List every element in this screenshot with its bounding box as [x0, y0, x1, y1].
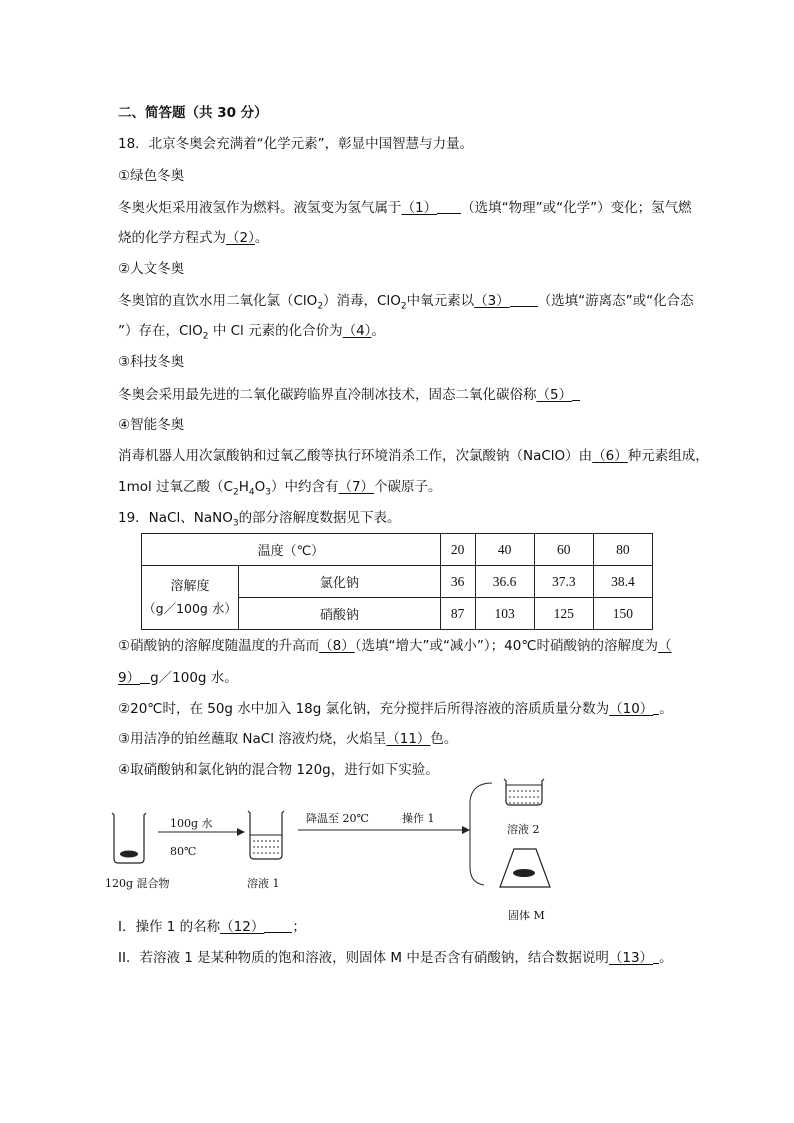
nano3-value: 103 — [475, 598, 534, 630]
q18-sub3-line: 冬奥会采用最先进的二氧化碳跨临界直冷制冰技术，固态二氧化碳俗称（5） — [118, 385, 580, 404]
nano3-value: 87 — [440, 598, 475, 630]
blank-3[interactable]: （3） — [474, 293, 510, 309]
blank-1-line — [437, 198, 461, 214]
solubility-label: 溶解度 （g／100g 水） — [142, 566, 239, 630]
blank-5[interactable]: （5） — [536, 387, 573, 403]
section-title: 二、简答题（共 30 分） — [118, 105, 268, 121]
question-19-stem: 19．NaCl、NaNO$_3$的部分溶解度数据见下表。 — [118, 510, 401, 529]
blank-2[interactable]: （2） — [226, 230, 255, 246]
temp-cell: 60 — [534, 534, 593, 566]
q18-sub2-title: ②人文冬奥 — [118, 261, 185, 277]
q18-sub4-title: ④智能冬奥 — [118, 417, 185, 433]
blank-8[interactable]: （8） — [319, 638, 355, 654]
nacl-value: 36.6 — [475, 566, 534, 598]
question-18-stem: 18．北京冬奥会充满着“化学元素”，彰显中国智慧与力量。 — [118, 136, 474, 152]
q18-sub1-line2: 烧的化学方程式为（2）。 — [118, 230, 269, 246]
blank-1[interactable]: （1） — [401, 200, 438, 216]
solubility-table — [141, 533, 653, 630]
nacl-label: 氯化钠 — [239, 566, 441, 598]
q19-p2: ②20℃时，在 50g 水中加入 18g 氯化钠，充分搅拌后所得溶液的溶质质量分数为（10） 。 — [118, 701, 673, 717]
nano3-value: 150 — [593, 598, 652, 630]
q19-part-ii: II．若溶液 1 是某种物质的饱和溶液，则固体 M 中是否含有硝酸钠，结合数据说明（13） 。 — [118, 950, 673, 966]
q18-sub2-line1: 冬奥馆的直饮水用二氧化氯（ClO$_2$）消毒，ClO$_2$中氧元素以（3） （选填“游离态”或“化合态 — [118, 293, 694, 312]
blank-12-line — [264, 917, 292, 933]
label-80c: 80℃ — [170, 845, 197, 858]
blank-7[interactable]: （7） — [338, 479, 375, 495]
label-solution-1: 溶液 1 — [247, 877, 280, 890]
label-cool: 降温至 20℃ — [306, 812, 369, 825]
label-mixture: 120g 混合物 — [105, 877, 170, 890]
q19-p4: ④取硝酸钠和氯化钠的混合物 120g，进行如下实验。 — [118, 762, 439, 778]
nano3-value: 125 — [534, 598, 593, 630]
label-op1: 操作 1 — [402, 812, 435, 825]
nacl-value: 36 — [440, 566, 475, 598]
blank-5-line — [572, 385, 580, 401]
blank-9-line — [140, 668, 150, 684]
blank-10[interactable]: （10） — [609, 701, 654, 717]
temp-cell: 80 — [593, 534, 652, 566]
label-add-water: 100g 水 — [170, 817, 213, 830]
q18-sub4-line2: 1mol 过氧乙酸$(C_2H_4O_3)$中约含有（7）个碳原子。 — [118, 479, 442, 498]
q18-sub3-title: ③科技冬奥 — [118, 354, 185, 370]
q19-p1-line1: ①硝酸钠的溶解度随温度的升高而（8）（选填“增大”或“减小”）；40℃时硝酸钠的溶解度为（ — [118, 638, 672, 654]
blank-4[interactable]: （4） — [342, 323, 372, 339]
temp-cell: 40 — [475, 534, 534, 566]
nacl-value: 38.4 — [593, 566, 652, 598]
temp-header: 温度（℃） — [142, 534, 441, 566]
q18-sub2-line2: ”）存在，ClO$_2$ 中 Cl 元素的化合价为（4）。 — [118, 323, 385, 342]
q19-p3: ③用洁净的铂丝蘸取 NaCl 溶液灼烧，火焰呈（11）色。 — [118, 731, 458, 747]
mixture-solid — [120, 851, 138, 858]
nano3-label: 硝酸钠 — [239, 598, 441, 630]
q18-sub1-line1: 冬奥火炬采用液氢作为燃料。液氢变为氢气属于（1） （选填“物理”或“化学”）变化；氢气燃 — [118, 200, 692, 216]
temp-cell: 20 — [440, 534, 475, 566]
q19-part-i: I．操作 1 的名称（12） ； — [118, 919, 306, 935]
experiment-diagram — [100, 775, 570, 925]
label-solid-m: 固体 M — [508, 909, 545, 922]
blank-6[interactable]: （6） — [592, 448, 628, 464]
blank-11[interactable]: （11） — [386, 731, 431, 747]
q18-sub1-title: ①绿色冬奥 — [118, 168, 185, 184]
blank-9-open[interactable]: （ — [658, 638, 672, 654]
blank-12[interactable]: （12） — [220, 919, 265, 935]
q19-p1-line2: 9） g／100g 水。 — [118, 670, 238, 686]
q18-sub4-line1: 消毒机器人用次氯酸钠和过氧乙酸等执行环境消杀工作，次氯酸钠（NaClO）由（6）种元素组成， — [118, 448, 709, 464]
blank-9[interactable]: 9） — [118, 670, 141, 686]
blank-3-line — [510, 291, 538, 307]
label-solution-2: 溶液 2 — [507, 823, 540, 836]
blank-13[interactable]: （13） — [608, 950, 654, 966]
nacl-value: 37.3 — [534, 566, 593, 598]
